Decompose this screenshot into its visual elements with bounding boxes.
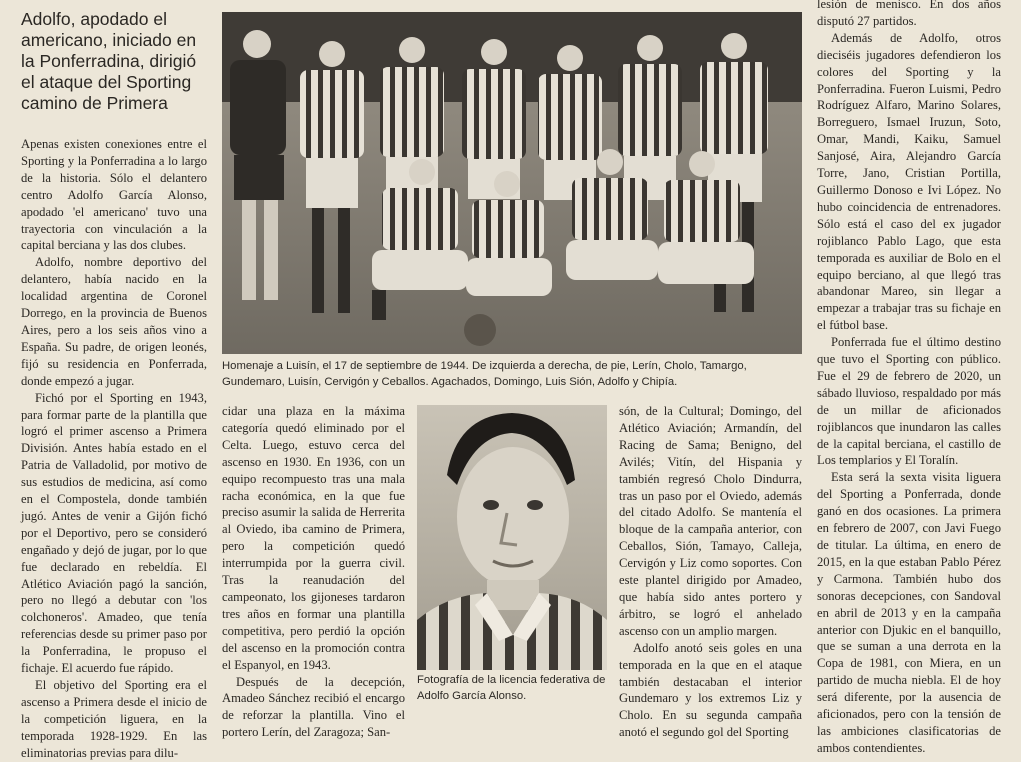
- paragraph: Apenas existen conexiones entre el Sporting y la Ponferradina a lo largo de la historia. Sólo el delantero centro Adolfo García Alonso, apodado 'el americano' tuvo una trayectoria con vinculación a la capital berciana y las dos clubes.: [21, 137, 207, 253]
- team-photo-caption: Homenaje a Luisín, el 17 de septiembre de 1944. De izquierda a derecha, de pie, Lerín, Cholo, Tamargo, Gundemaro, Luisín, Cervigón y Ceballos. Agachados, Domingo, Luis Sión, Adolfo y Chipía.: [222, 360, 747, 388]
- paragraph: són, de la Cultural; Domingo, del Atlético Aviación; Armandín, del Racing de Sama; Benigno, del Avilés; Vitín, del Hispania y también regresó Cholo Dindurra, tras un paso por el Oviedo, además del citado Adolfo. Se mantenía el bloque de la campaña anterior, con Ceballos, Sión, Tamayo, Calleja, Cervigón y Liz como soportes. Con este plantel dirigido por Amadeo, que había sido antes portero y árbitro, se logró el anhelado ascenso con un amplio margen.: [619, 404, 802, 638]
- paragraph: cidar una plaza en la máxima categoría quedó eliminado por el Celta. Luego, estuvo cerca del ascenso en 1930. En 1936, con un equipo recompuesto tras una mala racha económica, en la que fue preciso asumir la salida de Herrerita al Oviedo, iba camino de Primera, pero la competición quedó interrumpida por la guerra civil. Tras la reanudación del campeonato, los gijoneses tardaron tres años en formar una plantilla competitiva, pero perdió la opción del ascenso en la promoción contra el Espanyol, en 1943.: [222, 404, 405, 672]
- paragraph: Además de Adolfo, otros dieciséis jugadores defendieron los colores del Sporting y la Ponferradina. Fueron Luismi, Pedro Rodríguez Alfaro, Marino Solares, Borreguero, Ismael Iruzun, Soto, Omar, Mandi, Kaiku, Samuel Sanjosé, Aira, Alejandro García Torre, Jano, Cristian Portilla, Guillermo Donoso e Ivi López. No hubo coincidencia de entrenadores. Sólo está el caso del ex jugador rojiblanco Pablo Lago, que esta temporada es auxiliar de Bolo en el equipo berciano, al que llegó tras abandonar Mareo, sin llegar a empezar a trabajar tras su fichaje en el fútbol base.: [817, 30, 1001, 333]
- article-column-3: [619, 403, 802, 741]
- paragraph: Fichó por el Sporting en 1943, para formar parte de la plantilla que logró el primer ascenso a Primera División. Antes había estado en el Patria de Valladolid, por motivo de sus estudios de medicina, así como en el Compostela, donde también jugó. Antes de venir a Gijón fichó por el Deportivo, pero se consideró engañado y dejó de jugar, por lo que fue declarado en rebeldía. El Atlético Aviación pagó la sanción, pero no llegó a debutar con 'los colchoneros'. Amadeo, que tenía referencias desde su primer paso por la Ponferradina, le propuso el fichaje. El acuerdo fue rápido.: [21, 390, 207, 676]
- portrait-illustration: [417, 405, 607, 670]
- paragraph: Esta será la sexta visita liguera del Sporting a Ponferrada, donde ganó en dos ocasiones. La primera en febrero de 2007, con Javi Fuego de titular. La última, en enero de 2015, en la que estaban Pablo Pérez y Carmona. También hubo dos sonoras decepciones, con Sandoval en abril de 2013 y en la campaña anterior con Djukic en el banquillo, que se suman a una derrota en la Copa de 1981, con Miera, en un partido de mucha niebla. El de hoy será diferente, por la ausencia de aficionados, pero con la tensión de las ambiciones clasificatorias de ambos contendientes.: [817, 470, 1001, 755]
- paragraph: lesión de menisco. En dos años disputó 27 partidos.: [817, 0, 1001, 28]
- paragraph: Adolfo, nombre deportivo del delantero, había nacido en la localidad argentina de Coronel Dorrego, en la provincia de Buenos Aires, pero a los seis años vino a España. Su padre, de origen leonés, fijó su residencia en Ponferrada, donde empezó a jugar.: [21, 255, 207, 388]
- paragraph: El objetivo del Sporting era el ascenso a Primera desde el inicio de la competición liguera, en la temporada 1928-1929. En las eliminatorias previas para dilu-: [21, 678, 207, 760]
- article-column-1: [21, 136, 207, 762]
- team-photo: [222, 12, 802, 354]
- article-column-2: [222, 403, 405, 741]
- portrait-caption: Fotografía de la licencia federativa de Adolfo García Alonso.: [417, 674, 606, 702]
- headline: Adolfo, apodado el americano, iniciado en la Ponferradina, dirigió el ataque del Sporting camino de Primera: [21, 9, 197, 113]
- article-column-4: [817, 0, 1001, 757]
- portrait-photo: [417, 405, 607, 670]
- team-photo-illustration: [222, 12, 802, 354]
- paragraph: Después de la decepción, Amadeo Sánchez recibió el encargo de reforzar la plantilla. Vino el portero Lerín, del Zaragoza; San-: [222, 674, 405, 740]
- paragraph: Ponferrada fue el último destino que tuvo el Sporting con público. Fue el 29 de febrero de 2020, un sábado lluvioso, respaldado por más de un millar de aficionados rojiblancos que inundaron las calles de la capital berciana, el castillo de Los templarios y El Toralín.: [817, 335, 1001, 468]
- paragraph: Adolfo anotó seis goles en una temporada en la que en el ataque también destacaban el interior Gundemaro y los extremos Liz y Cholo. En su segunda campaña anotó el segundo gol del Sporting: [619, 640, 802, 740]
